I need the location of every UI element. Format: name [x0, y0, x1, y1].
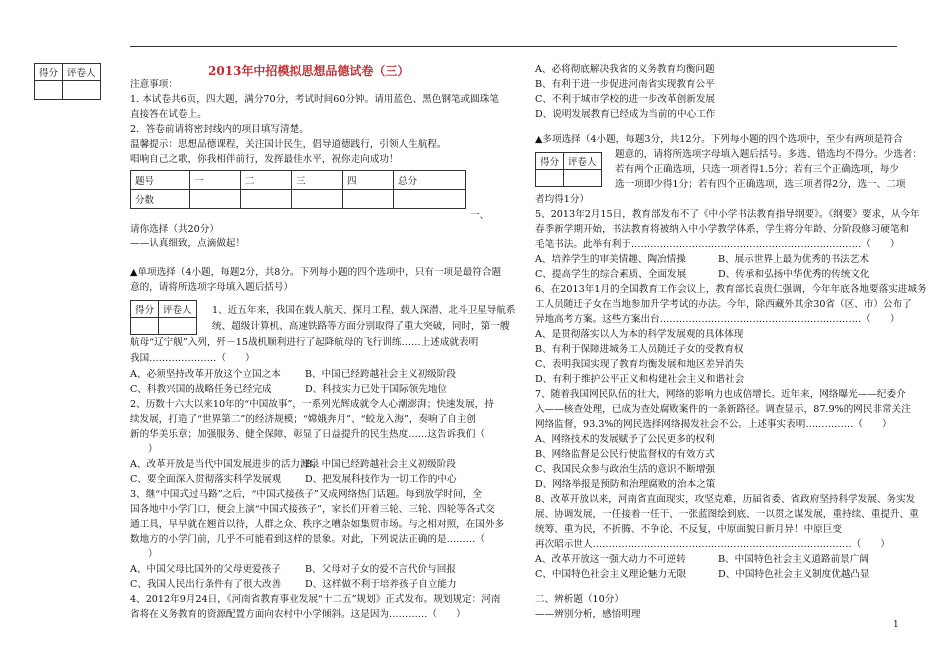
score-table-cell — [190, 190, 241, 209]
grader-box-top-left — [34, 63, 101, 100]
question-text: 春季新学期开始，书法教育将被纳入中小学教学体系，学生将分年龄、分阶段修习硬笔和 — [535, 224, 910, 235]
question-text: 5、2013年2月15日，教育部发布不了《中小学书法教育指导纲要》。《纲要》要求，从今年 — [535, 209, 920, 220]
section-motto: ——辨别分析，感悟明理 — [535, 609, 641, 620]
grader-label: 评卷人 — [159, 301, 197, 318]
multi-choice-instructions: 题意的，请将所选项字母填入题后括号。多选、错选均不得分。少选者： — [615, 149, 922, 160]
grader-box-right — [535, 152, 602, 187]
option-b: B、网络监督是公民行使监督权的有效方式 — [535, 449, 715, 460]
question-text: 数地方的小学门前，几乎不可能看到这样的景象。对此，下列说法正确的是………（ — [130, 534, 485, 545]
page-number: 1 — [893, 620, 899, 630]
instruction-line: 唱响自己之歌，你我相伴前行，发挥最佳水平，祝你走向成功！ — [130, 154, 399, 165]
option-d: D、传承和弘扬中华优秀的传统文化 — [718, 269, 870, 280]
grader-label: 评卷人 — [63, 64, 101, 81]
question-text: 工人员随迁子女在当地参加升学考试的办法。今年，除西藏外其余30省（区、市）公布了 — [535, 299, 912, 310]
score-table-cell: 分数 — [131, 190, 190, 209]
instruction-line: 温馨提示：思想品德课程，关注国计民生，倡导道德践行，引领人生航程。 — [130, 139, 447, 150]
single-choice-instructions: 意的，请将所选项字母填入题后括号） — [130, 282, 294, 293]
option-a: A、是贯彻落实以人为本的科学发展观的具体体现 — [535, 329, 744, 340]
score-table — [130, 170, 466, 209]
exam-title: 2013年中招模拟思想品德试卷（三） — [208, 64, 410, 78]
question-text: 6、在2013年1月的全国教育工作会议上，教育部长袁贵仁强调，今年年底各地要落实进城务 — [535, 284, 927, 295]
score-table-cell: 总分 — [394, 171, 466, 190]
header-rule — [130, 46, 897, 47]
option-c: C、我国人民出行条件有了很大改善 — [130, 579, 282, 590]
instructions-heading: 注意事项： — [130, 79, 178, 90]
section-heading: 请你选择（共20分） — [130, 224, 219, 235]
option-d: D、科技实力已处于国际领先地位 — [305, 384, 448, 395]
grader-box-left — [130, 300, 197, 335]
option-d: D、说明发展教育已经成为当前的中心工作 — [535, 109, 716, 120]
instruction-line: 1. 本试卷共6页，四大题，满分70分，考试时间60分钟。请用蓝色、黑色钢笔或圆珠笔 — [130, 94, 499, 105]
question-text: 通工具，早早就在翘首以待，人群之众、秩序之嘈杂如集贸市场。与之相对照，在国外多 — [130, 519, 505, 530]
score-table-cell — [394, 190, 466, 209]
question-text: 7、随着我国网民队伍的壮大，网络的影响力也成倍增长。近年来，网络曝光——纪委介 — [535, 389, 906, 400]
instruction-line: 2．答卷前请将密封线内的项目填写清楚。 — [130, 124, 309, 135]
option-a: A、必将彻底解决我省的义务教育均衡问题 — [535, 64, 715, 75]
option-a: A、改革开放这一强大动力不可逆转 — [535, 554, 686, 565]
score-table-cell: 一 — [190, 171, 241, 190]
score-table-cell: 二 — [241, 171, 292, 190]
question-text: 1、近五年来，我国在载人航天、探月工程、载人深潜、北斗卫星导航系 — [212, 305, 516, 316]
score-table-cell — [292, 190, 343, 209]
question-text: ） — [148, 549, 158, 560]
section-motto: ——认真细致，点滴做起！ — [130, 238, 246, 249]
option-b: B、展示世界上最为优秀的书法艺术 — [718, 254, 869, 265]
option-c: C、我国民众参与政治生活的意识不断增强 — [535, 464, 716, 475]
option-b: B、中国特色社会主义道路前景广阔 — [718, 554, 869, 565]
score-table-cell — [343, 190, 394, 209]
instruction-line: 直接答在试卷上。 — [130, 109, 207, 120]
multi-choice-instructions: 若有两个正确选项，只选一项者得1.5分；若有三个正确选项，每少 — [615, 164, 899, 175]
option-c: C、中国特色社会主义理论魅力无限 — [535, 569, 687, 580]
score-label: 得分 — [131, 301, 159, 318]
question-text: 网络监督，93.3%的网民选择网络揭发社会不公。上述事实表明……………（ ） — [535, 419, 892, 430]
option-d: D、中国特色社会主义制度优越凸显 — [718, 569, 870, 580]
option-d: D、把发展科技作为一切工作的中心 — [305, 474, 457, 485]
question-text: 2、历数十六大以来10年的“中国故事”，一系列光辉成就令人心潮澎湃；快速发展，持 — [130, 399, 494, 410]
score-label: 得分 — [35, 64, 63, 81]
section-number: 一、 — [470, 210, 490, 221]
section-heading: 二、辨析题（10分） — [535, 594, 624, 605]
option-a: A、必须坚持改革开放这个立国之本 — [130, 369, 281, 380]
multi-choice-instructions: 者均得1分） — [535, 194, 590, 205]
option-b: B、中国已经跨越社会主义初级阶段 — [305, 459, 456, 470]
question-text: 异地高考方案。这些方案出台………………………………………………………（ ） — [535, 314, 900, 325]
option-b: B、中国已经跨越社会主义初级阶段 — [305, 369, 456, 380]
option-d: D、网络举报是预防和治理腐败的治本之策 — [535, 479, 716, 490]
score-table-cell: 题号 — [131, 171, 190, 190]
question-text: 入——核查处理，已成为查处腐败案件的一条新路径。调查显示，87.9%的网民非常关注 — [535, 404, 911, 415]
option-b: B、有利于保障进城务工人员随迁子女的受教育权 — [535, 344, 744, 355]
option-d: D、有利于维护公平正义和构建社会主义和谐社会 — [535, 374, 745, 385]
question-text: 展、协调发展，一任接着一任干、一张蓝图绘到底、一以贯之谋发展，重持续、重提升、重 — [535, 509, 919, 520]
option-b: B、有利于进一步促进河南省实现教育公平 — [535, 79, 715, 90]
question-text: 续发展，打造了“世界第二”的经济规模；“嫦娥奔月”、“蛟龙入海”，奏响了自主创 — [130, 414, 477, 425]
score-table-cell: 三 — [292, 171, 343, 190]
single-choice-instructions: ▲单项选择（4小题，每题2分，共8分。下列每小题的四个选项中，只有一项是最符合题 — [130, 267, 502, 278]
question-text: 统筹、重为民，不折腾、不争论、不反复，中原面貌日新月异！中原巨变 — [535, 524, 842, 535]
question-text: 省将在义务教育的资源配置方面向农村中小学倾斜。这是因为…………（ ） — [130, 609, 466, 620]
multi-choice-instructions: 选一项即少得1分；若有四个正确选项，选三项者得2分，选一、二项 — [615, 179, 906, 190]
question-text: 毛笔书法。此举有利于………………………………………………………………（ ） — [535, 239, 900, 250]
option-a: A、网络技术的发展赋予了公民更多的权利 — [535, 434, 715, 445]
option-c: C、科教兴国的战略任务已经完成 — [130, 384, 272, 395]
question-text: 航母“辽宁舰”入列，歼－15战机顺利进行了起降航母的飞行训练……上述成就表明 — [130, 337, 479, 348]
option-c: C、不利于城市学校的进一步改革创新发展 — [535, 94, 716, 105]
grader-label: 评卷人 — [564, 153, 602, 170]
question-text: 国各地中小学门口，便会上演“中国式接孩子”，家长们开着三轮、三轮、四轮等各式交 — [130, 504, 495, 515]
score-label: 得分 — [536, 153, 564, 170]
option-c: C、表明我国实现了教育均衡发展和地区差异消失 — [535, 359, 744, 370]
question-text: ） — [148, 444, 158, 455]
question-text: 新的华美乐章；加强服务、健全保障，彰显了日益提升的民生热度……这告诉我们（ — [130, 429, 485, 440]
question-text: 再次昭示世人………………………………………………………………………（ ） — [535, 539, 890, 550]
option-a: A、培养学生的审美情趣、陶冶情操 — [535, 254, 686, 265]
option-a: A、改革开放是当代中国发展进步的活力源泉 — [130, 459, 320, 470]
question-text: 3、继“中国式过马路”之后，“中国式接孩子”又成网络热门话题。每到放学时间，全 — [130, 489, 482, 500]
score-table-cell — [241, 190, 292, 209]
question-text: 统、超级计算机、高速铁路等方面分别取得了重大突破，同时，第一艘 — [212, 321, 510, 332]
option-c: C、要全面深入贯彻落实科学发展观 — [130, 474, 282, 485]
option-a: A、中国父母比国外的父母更爱孩子 — [130, 564, 281, 575]
option-d: D、这样做不利于培养孩子自立能力 — [305, 579, 457, 590]
question-text: 我国…………………（ ） — [130, 353, 255, 364]
question-text: 4、2012年9月24日，《河南省教育事业发展“十二五”规划》正式发布。规划规定：河南 — [130, 594, 501, 605]
score-table-cell: 四 — [343, 171, 394, 190]
option-c: C、提高学生的综合素质、全面发展 — [535, 269, 687, 280]
multi-choice-instructions: ▲多项选择（4小题，每题3分，共12分。下列每小题的四个选项中，至少有两项是符合 — [535, 134, 903, 145]
option-b: B、父母对子女的爱不言代价与回报 — [305, 564, 456, 575]
question-text: 8、改革开放以来，河南省直面现实，攻坚克难，历届省委、省政府坚持科学发展、务实发 — [535, 494, 916, 505]
